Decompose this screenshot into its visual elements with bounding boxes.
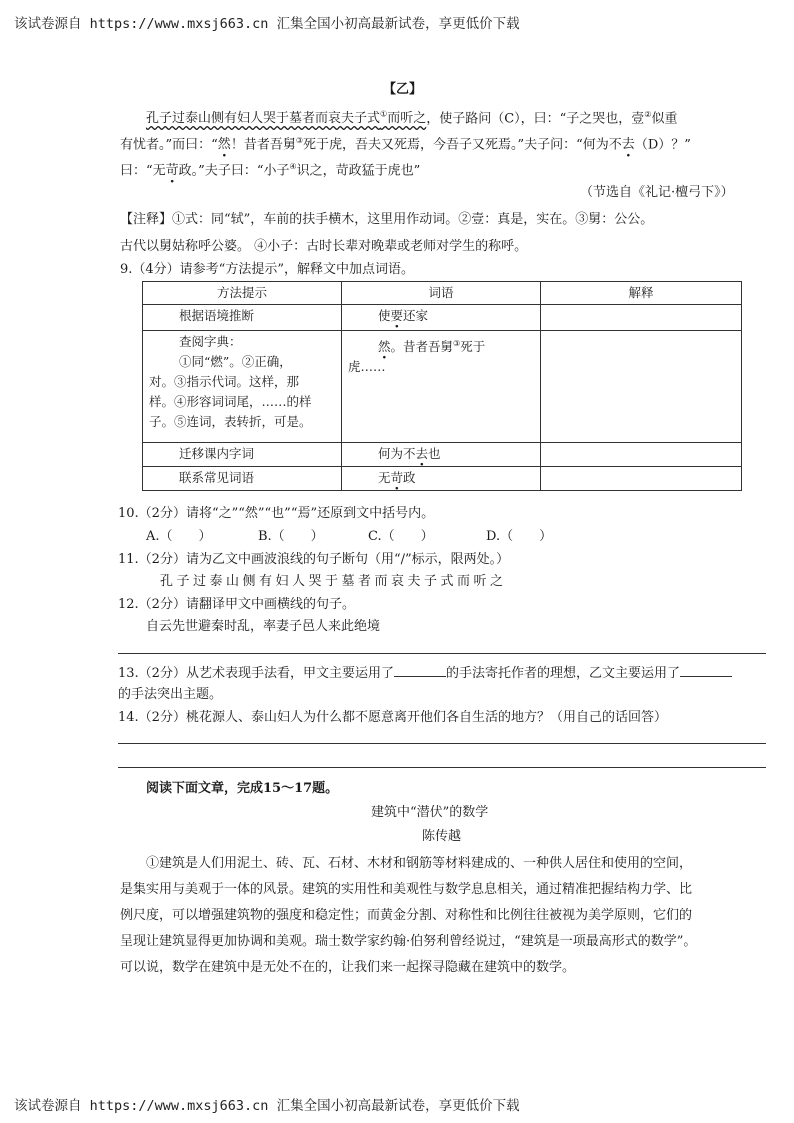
wavy-sentence: 孔子过泰山侧有妇人哭于墓者而哀夫子式①而听之 [146, 110, 427, 127]
option-a[interactable]: A.（ ） [146, 529, 212, 544]
article-paragraph-line: 例尺度，可以增强建筑物的强度和稳定性；而黄金分割、对称性和比例往往被视为美学原则，它们的 [120, 908, 693, 923]
answer-line[interactable] [118, 767, 766, 768]
header-method: 方法提示 [143, 282, 342, 305]
answer-cell[interactable] [541, 443, 742, 467]
word-cell: 无苛政 [342, 467, 541, 491]
question-10-stem: 10.（2分）请将“之”“然”“也”“焉”还原到文中括号内。 [118, 506, 435, 521]
method-cell: 联系常见词语 [143, 467, 342, 491]
word-cell: 使要还家 [342, 305, 541, 331]
answer-cell[interactable] [541, 467, 742, 491]
question-9-stem: 9.（4分）请参考“方法提示”，解释文中加点词语。 [120, 262, 414, 277]
reading-instruction: 阅读下面文章，完成15～17题。 [146, 781, 339, 796]
answer-line[interactable] [118, 743, 766, 744]
table-row [143, 467, 742, 491]
answer-blank[interactable] [680, 662, 732, 677]
answer-blank[interactable] [394, 662, 446, 677]
table-header-row [143, 282, 742, 305]
question-11-stem: 11.（2分）请为乙文中画波浪线的句子断句（用“/”标示，限两处。） [118, 552, 510, 567]
annotation-line-1: 【注释】①式：同“轼”，车前的扶手横木，这里用作动词。②壹：真是，实在。③舅：公公。 [120, 212, 654, 227]
article-author: 陈传越 [422, 829, 462, 844]
page-footer: 该试卷源自 https://www.mxsj663.cn 汇集全国小初高最新试卷，享更低价下载 [14, 1098, 520, 1114]
table-row [143, 331, 742, 443]
passage-line-1: 孔子过泰山侧有妇人哭于墓者而哀夫子式①而听之，使子路问（C），曰：“子之哭也，壹②似重 [146, 110, 678, 127]
passage-line-3: 曰：“无苛政。”夫子曰：“小子④识之，苛政猛于虎也” [120, 162, 421, 179]
header-word: 词语 [342, 282, 541, 305]
option-c[interactable]: C.（ ） [368, 529, 434, 544]
word-cell: 然。昔者吾舅③死于 虎…… [342, 331, 541, 443]
page-header: 该试卷源自 https://www.mxsj663.cn 汇集全国小初高最新试卷，享更低价下载 [14, 16, 520, 32]
method-cell: 根据语境推断 [143, 305, 342, 331]
option-b[interactable]: B.（ ） [258, 529, 324, 544]
question-11-sentence: 孔子过泰山侧有妇人哭于墓者而哀夫子式而听之 [160, 574, 507, 589]
annotation-line-2: 古代以舅姑称呼公婆。 ④小子：古时长辈对晚辈或老师对学生的称呼。 [120, 239, 528, 254]
answer-line[interactable] [118, 653, 766, 654]
method-cell-dictionary: 查阅字典： ①同“燃”。②正确， 对。③指示代词。这样，那 样。④形容词词尾，……的样 子。⑤连词，表转折，可是。 [143, 331, 342, 443]
question-13-line-1: 13.（2分）从艺术表现手法看，甲文主要运用了 的手法寄托作者的理想，乙文主要运用了 [118, 662, 732, 684]
answer-cell[interactable] [541, 305, 742, 331]
question-14-stem: 14.（2分）桃花源人、泰山妇人为什么都不愿意离开他们各自生活的地方？（用自己的话回答） [118, 710, 667, 725]
article-title: 建筑中“潜伏”的数学 [371, 805, 489, 820]
passage-source: （节选自《礼记·檀弓下》） [580, 185, 734, 200]
option-d[interactable]: D.（ ） [486, 529, 553, 544]
table-row [143, 305, 742, 331]
table-row [143, 443, 742, 467]
passage-line-2: 有忧者。”而曰：“然！昔者吾舅③死于虎，吾夫又死焉，今吾子又死焉。”夫子问：“何为不去（D）？” [120, 136, 691, 153]
article-paragraph-line: 呈现让建筑显得更加协调和美观。瑞士数学家约翰·伯努利曾经说过，“建筑是一项最高形式的数学”。 [120, 934, 697, 949]
question-12-sentence: 自云先世避秦时乱，率妻子邑人来此绝境 [146, 619, 381, 634]
answer-cell[interactable] [541, 331, 742, 443]
question-12-stem: 12.（2分）请翻译甲文中画横线的句子。 [118, 597, 355, 612]
article-paragraph-line: 可以说，数学在建筑中是无处不在的，让我们来一起探寻隐藏在建筑中的数学。 [120, 960, 576, 975]
article-paragraph-line: ①建筑是人们用泥土、砖、瓦、石材、木材和钢筋等材料建成的、一种供人居住和使用的空间， [146, 856, 693, 871]
article-paragraph-line: 是集实用与美观于一体的风景。建筑的实用性和美观性与数学息息相关，通过精准把握结构力学、比 [120, 882, 693, 897]
question-13-line-2: 的手法突出主题。 [118, 687, 223, 702]
passage-heading: 【乙】 [383, 82, 423, 97]
method-cell: 迁移课内字词 [143, 443, 342, 467]
word-cell: 何为不去也 [342, 443, 541, 467]
method-table [142, 281, 742, 491]
header-explain: 解释 [541, 282, 742, 305]
